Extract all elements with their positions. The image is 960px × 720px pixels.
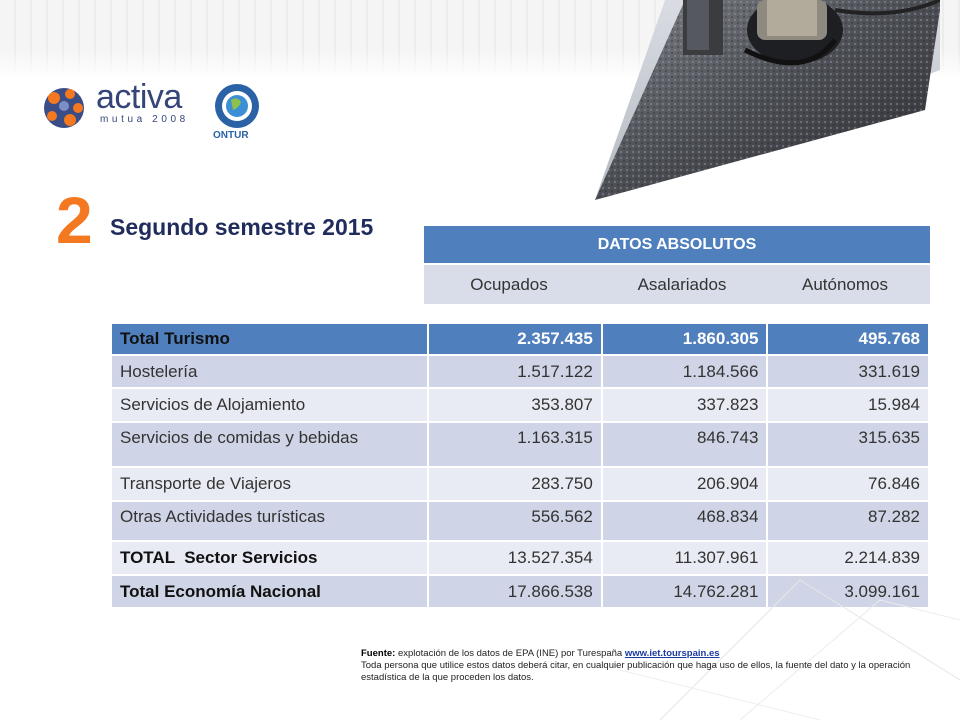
page-title: Segundo semestre 2015: [110, 214, 374, 240]
table-row: [111, 501, 929, 541]
cell-ocupados: 1.163.315: [428, 422, 602, 467]
footnote: [361, 648, 921, 684]
cell-asalariados: 468.834: [602, 501, 768, 541]
cell-asalariados: 14.762.281: [602, 575, 768, 608]
table-row: [111, 422, 929, 467]
row-label: Hostelería: [111, 355, 428, 388]
activa-mark-icon: [40, 84, 88, 130]
cell-autonomos: 3.099.161: [767, 575, 929, 608]
cell-asalariados: 846.743: [602, 422, 768, 467]
cell-autonomos: 87.282: [767, 501, 929, 541]
activa-logo: [40, 78, 200, 132]
section-number: 2: [56, 183, 93, 257]
row-label: Total Economía Nacional: [111, 575, 428, 608]
header-photo: [595, 0, 940, 200]
col-header-asalariados: Asalariados: [637, 274, 727, 294]
table-row: [111, 467, 929, 501]
footnote-label: Fuente:: [361, 648, 396, 659]
footnote-text: explotación de los datos de EPA (INE) por Turespaña: [395, 648, 625, 659]
col-header-ocupados: Ocupados: [470, 274, 548, 294]
ontur-globe-icon: [213, 82, 261, 130]
cell-autonomos: 331.619: [767, 355, 929, 388]
table-row: [111, 388, 929, 422]
cell-asalariados: 1.860.305: [602, 323, 768, 355]
cell-asalariados: 11.307.961: [602, 541, 768, 575]
row-label: Total Turismo: [111, 323, 428, 355]
cell-ocupados: 13.527.354: [428, 541, 602, 575]
cell-asalariados: 337.823: [602, 388, 768, 422]
ontur-logo: [211, 82, 263, 146]
cell-autonomos: 495.768: [767, 323, 929, 355]
col-header-autonomos: Autónomos: [802, 274, 888, 294]
cell-ocupados: 17.866.538: [428, 575, 602, 608]
row-label: Transporte de Viajeros: [111, 467, 428, 501]
cell-ocupados: 1.517.122: [428, 355, 602, 388]
row-label: Servicios de comidas y bebidas: [111, 422, 428, 467]
source-link[interactable]: www.iet.tourspain.es: [624, 648, 720, 659]
bottom-decoration: [620, 560, 960, 720]
table-row: [111, 355, 929, 388]
cell-autonomos: 2.214.839: [767, 541, 929, 575]
footnote-disclaimer: Toda persona que utilice estos datos deberá citar, en cualquier publicación que haga uso de ellos, la fuente del dato y la operación estadística de la que proceden los datos.: [361, 660, 911, 683]
table-row: [111, 323, 929, 355]
cell-ocupados: 2.357.435: [428, 323, 602, 355]
cell-autonomos: 76.846: [767, 467, 929, 501]
activa-wordmark: activa: [96, 78, 182, 116]
row-label: Servicios de Alojamiento: [111, 388, 428, 422]
cell-autonomos: 315.635: [767, 422, 929, 467]
row-label: Otras Actividades turísticas: [111, 501, 428, 541]
activa-sub: mutua 2008: [100, 114, 189, 125]
cell-ocupados: 283.750: [428, 467, 602, 501]
cell-autonomos: 15.984: [767, 388, 929, 422]
datos-absolutos-header: [424, 226, 930, 304]
datos-absolutos-title: DATOS ABSOLUTOS: [424, 226, 930, 265]
column-headers: [424, 265, 930, 304]
ontur-wordmark: ONTUR: [213, 130, 249, 141]
cell-asalariados: 206.904: [602, 467, 768, 501]
cell-ocupados: 353.807: [428, 388, 602, 422]
cell-asalariados: 1.184.566: [602, 355, 768, 388]
cell-ocupados: 556.562: [428, 501, 602, 541]
row-label: TOTAL Sector Servicios: [111, 541, 428, 575]
